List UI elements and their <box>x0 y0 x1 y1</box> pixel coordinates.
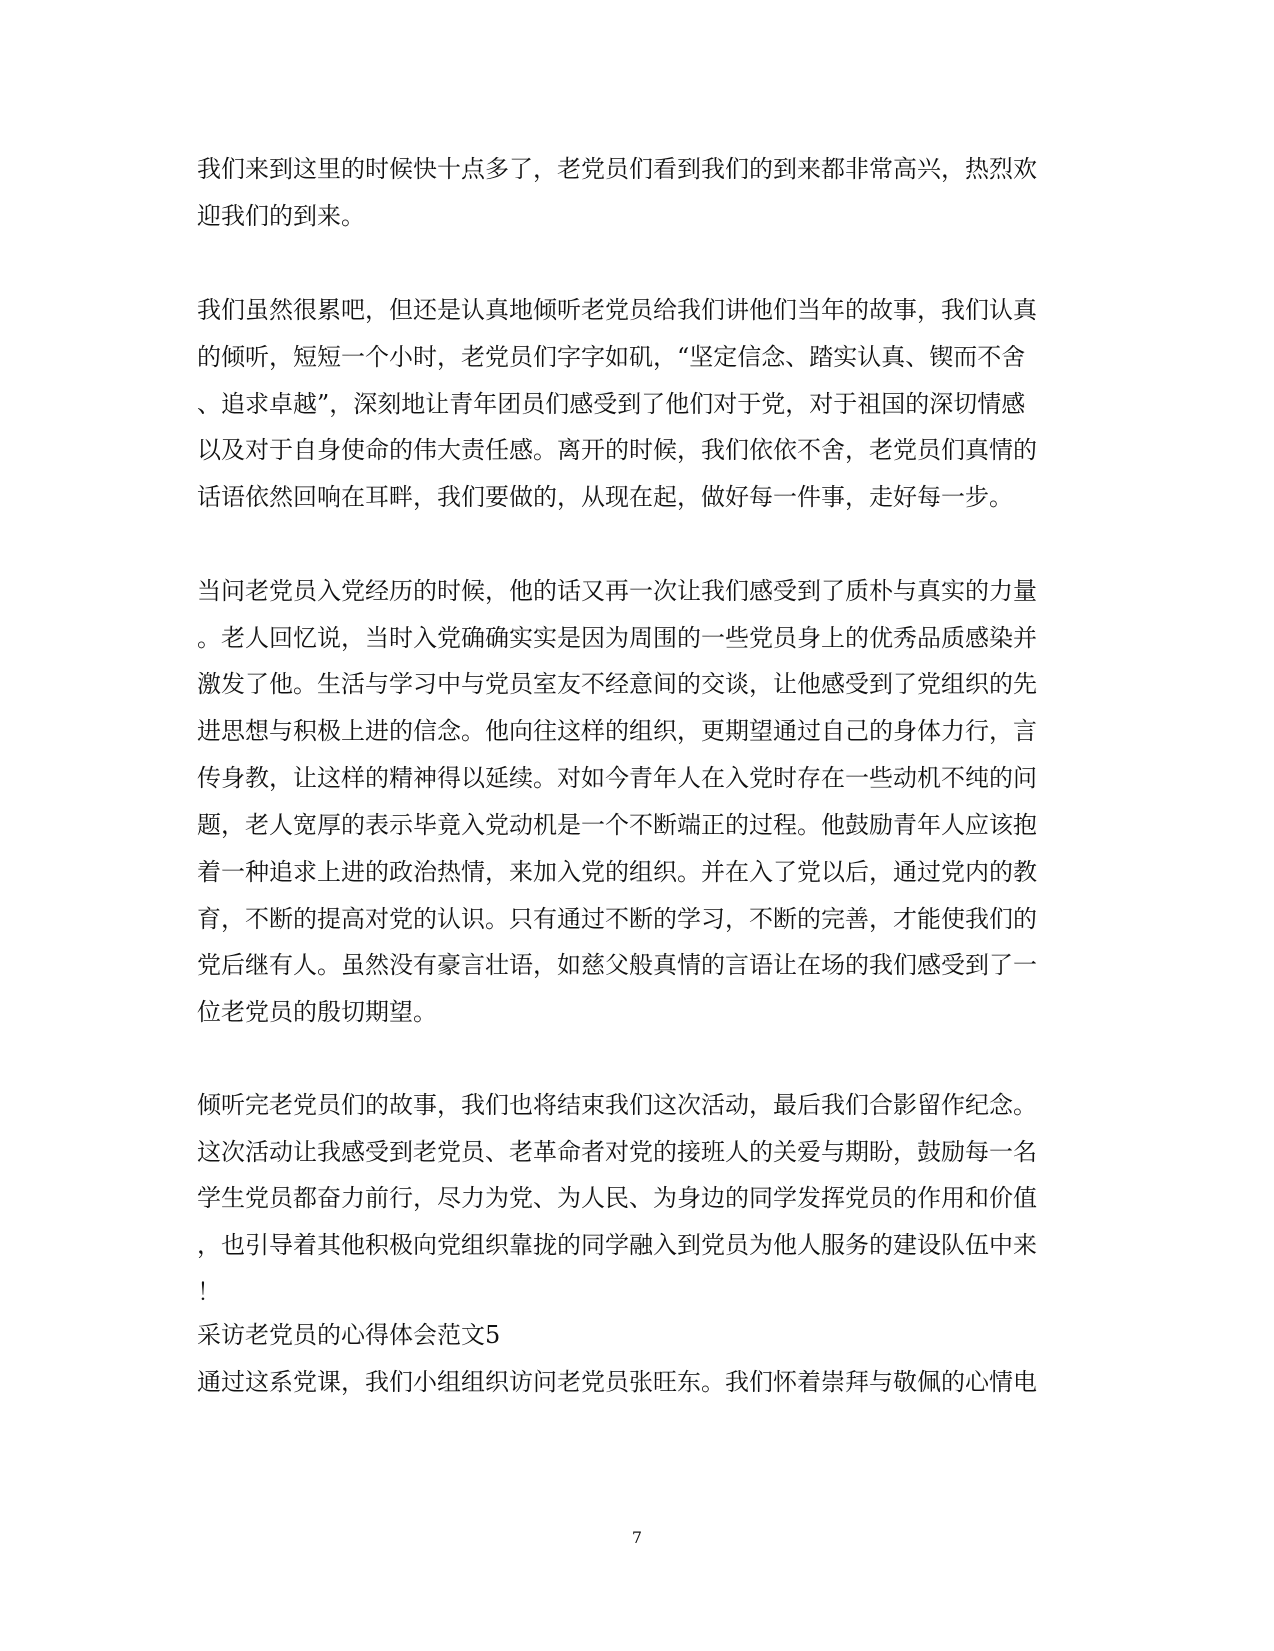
text-line: 传身教，让这样的精神得以延续。对如今青年人在入党时存在一些动机不纯的问 <box>197 764 1037 792</box>
text-line: 的倾听，短短一个小时，老党员们字字如矶，“坚定信念、踏实认真、锲而不舍 <box>197 343 1026 371</box>
text-line: 、追求卓越”，深刻地让青年团员们感受到了他们对于党，对于祖国的深切情感 <box>197 390 1026 418</box>
text-line: 以及对于自身使命的伟大责任感。离开的时候，我们依依不舍，老党员们真情的 <box>197 436 1037 464</box>
text-line: 进思想与积极上进的信念。他向往这样的组织，更期望通过自己的身体力行，言 <box>197 717 1037 745</box>
text-line: 我们虽然很累吧，但还是认真地倾听老党员给我们讲他们当年的故事，我们认真 <box>197 296 1037 324</box>
text-line: 迎我们的到来。 <box>197 202 365 230</box>
text-line: 学生党员都奋力前行，尽力为党、为人民、为身边的同学发挥党员的作用和价值 <box>197 1184 1037 1212</box>
page-number: 7 <box>631 1528 643 1547</box>
text-line: 育，不断的提高对党的认识。只有通过不断的学习，不断的完善，才能使我们的 <box>197 905 1037 933</box>
text-line: 这次活动让我感受到老党员、老革命者对党的接班人的关爱与期盼，鼓励每一名 <box>197 1138 1037 1166</box>
text-line: 当问老党员入党经历的时候，他的话又再一次让我们感受到了质朴与真实的力量 <box>197 577 1037 605</box>
text-line: 话语依然回响在耳畔，我们要做的，从现在起，做好每一件事，走好每一步。 <box>197 483 1013 511</box>
text-line: 倾听完老党员们的故事，我们也将结束我们这次活动，最后我们合影留作纪念。 <box>197 1091 1037 1119</box>
text-line: 位老党员的殷切期望。 <box>197 998 437 1026</box>
text-line: 党后继有人。虽然没有豪言壮语，如慈父般真情的言语让在场的我们感受到了一 <box>197 951 1037 979</box>
text-line: 。老人回忆说，当时入党确确实实是因为周围的一些党员身上的优秀品质感染并 <box>197 624 1037 652</box>
section-heading: 采访老党员的心得体会范文5 <box>197 1321 501 1349</box>
text-line: 我们来到这里的时候快十点多了，老党员们看到我们的到来都非常高兴，热烈欢 <box>197 155 1037 183</box>
text-line: 激发了他。生活与学习中与党员室友不经意间的交谈，让他感受到了党组织的先 <box>197 670 1037 698</box>
text-line: 着一种追求上进的政治热情，来加入党的组织。并在入了党以后，通过党内的教 <box>197 858 1037 886</box>
text-line: ！ <box>197 1278 221 1306</box>
text-line: ，也引导着其他积极向党组织靠拢的同学融入到党员为他人服务的建设队伍中来 <box>197 1231 1037 1259</box>
text-line: 题，老人宽厚的表示毕竟入党动机是一个不断端正的过程。他鼓励青年人应该抱 <box>197 811 1037 839</box>
text-line: 通过这系党课，我们小组组织访问老党员张旺东。我们怀着崇拜与敬佩的心情电 <box>197 1368 1037 1396</box>
